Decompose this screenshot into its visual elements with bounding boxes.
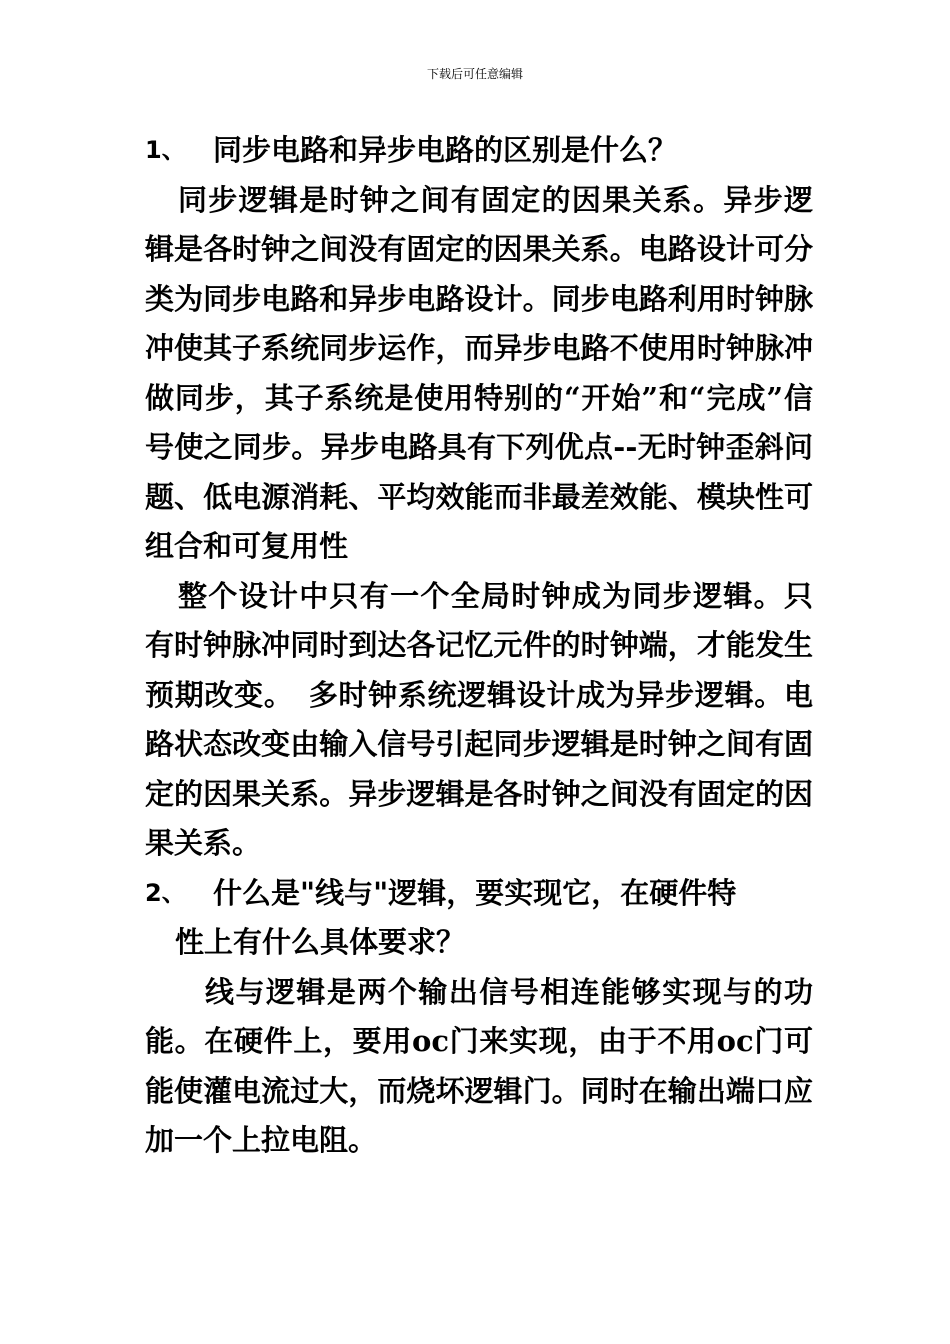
question-number: 1、 <box>145 136 186 164</box>
question-2-heading <box>145 869 813 919</box>
answer-1-paragraph-1: 同步逻辑是时钟之间有固定的因果关系。异步逻辑是各时钟之间没有固定的因果关系。电路设计可分类为同步电路和异步电路设计。同步电路利用时钟脉冲使其子系统同步运作，而异步电路不使用时钟脉冲做同步，其子系统是使用特别的“开始”和“完成”信号使之同步。异步电路具有下列优点--无时钟歪斜问题、低电源消耗、平均效能而非最差效能、模块性可组合和可复用性 <box>145 182 813 563</box>
document-body <box>145 126 813 1166</box>
answer-2-paragraph-1: 线与逻辑是两个输出信号相连能够实现与的功能。在硬件上，要用oc门来实现，由于不用oc门可能使灌电流过大，而烧坏逻辑门。同时在输出端口应加一个上拉电阻。 <box>145 974 813 1157</box>
page-header: 下载后可任意编辑 <box>426 67 523 81</box>
answer-1-paragraph-2: 整个设计中只有一个全局时钟成为同步逻辑。只有时钟脉冲同时到达各记忆元件的时钟端，才能发生预期改变。 多时钟系统逻辑设计成为异步逻辑。电路状态改变由输入信号引起同步逻辑是时钟之间有固定的因果关系。异步逻辑是各时钟之间没有固定的因果关系。 <box>145 578 813 860</box>
question-1-heading <box>145 126 813 176</box>
question-number: 2、 <box>145 878 186 907</box>
question-text: 同步电路和异步电路的区别是什么？ <box>213 133 678 167</box>
question-2-heading-continued: 性上有什么具体要求？ <box>175 925 466 959</box>
question-text: 什么是"线与"逻辑，要实现它，在硬件特 <box>213 875 737 910</box>
